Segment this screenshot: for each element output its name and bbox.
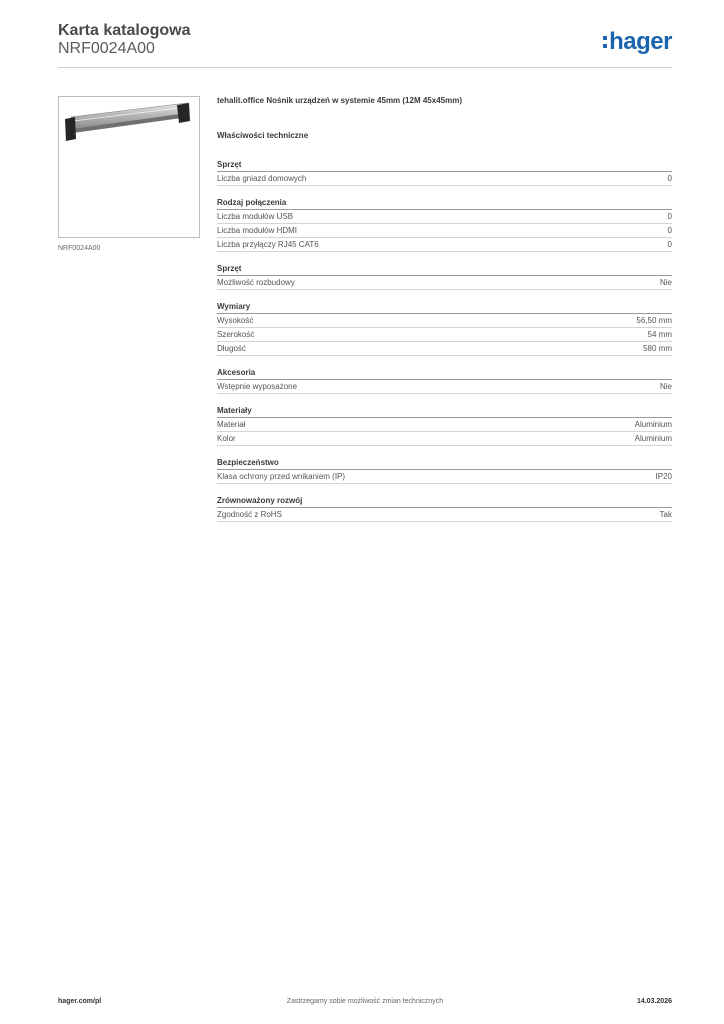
footer-notice: Zastrzegamy sobie możliwość zmian technicznych [286,998,444,1005]
logo-text: hager [609,28,672,55]
spec-value: IP20 [655,472,672,481]
section-title: Wymiary [217,300,672,314]
spec-value: Nie [659,278,672,287]
section-title: Bezpieczeństwo [217,456,672,470]
spec-section [217,196,672,252]
spec-value: 0 [667,174,672,183]
spec-row [217,432,672,446]
spec-label: Wysokość [217,316,254,325]
spec-value: 0 [667,212,672,221]
footer-website: hager.com/pl [58,998,102,1005]
spec-section [217,494,672,522]
spec-label: Wstępnie wyposażone [217,382,298,391]
spec-value: 54 mm [647,330,672,339]
spec-label: Kolor [217,434,236,443]
spec-row [217,314,672,328]
spec-row [217,210,672,224]
technical-properties-heading: Właściwości techniczne [217,131,309,140]
spec-row [217,418,672,432]
hager-logo [603,28,672,56]
footer-date: 14.03.2026 [636,998,672,1005]
spec-row [217,224,672,238]
page-footer [58,998,672,1010]
spec-value: 56,50 mm [636,316,672,325]
spec-label: Liczba modułów HDMI [217,226,298,235]
specifications [217,95,672,522]
product-rail-icon [59,97,199,237]
spec-row [217,276,672,290]
section-title: Sprzęt [217,158,672,172]
spec-label: Liczba przyłączy RJ45 CAT6 [217,240,319,249]
spec-sections [217,158,672,522]
spec-label: Liczba modułów USB [217,212,294,221]
spec-label: Materiał [217,420,246,429]
spec-section [217,158,672,186]
spec-section [217,262,672,290]
header-divider [58,67,672,68]
spec-section [217,366,672,394]
spec-value: Nie [659,382,672,391]
spec-label: Liczba gniazd domowych [217,174,307,183]
product-image [58,96,200,238]
section-title: Zrównoważony rozwój [217,494,672,508]
spec-label: Szerokość [217,330,255,339]
image-caption: NRF0024A00 [58,245,101,252]
section-title: Rodzaj połączenia [217,196,672,210]
spec-value: 580 mm [643,344,672,353]
spec-value: Aluminium [634,420,672,429]
product-code: NRF0024A00 [58,40,155,57]
document-title: Karta katalogowa [58,22,191,39]
spec-value: 0 [667,226,672,235]
spec-row [217,172,672,186]
spec-section [217,456,672,484]
spec-value: Aluminium [634,434,672,443]
spec-section [217,404,672,446]
section-title: Akcesoria [217,366,672,380]
spec-label: Długość [217,344,246,353]
logo-dots-icon [603,36,607,48]
spec-label: Zgodność z RoHS [217,510,282,519]
spec-row [217,342,672,356]
spec-row [217,328,672,342]
product-title: tehalit.office Nośnik urządzeń w systemie 45mm (12M 45x45mm) [217,96,462,105]
spec-label: Możliwość rozbudowy [217,278,295,287]
page-header [58,20,672,68]
spec-value: Tak [659,510,672,519]
spec-row [217,470,672,484]
spec-row [217,508,672,522]
spec-value: 0 [667,240,672,249]
spec-label: Klasa ochrony przed wnikaniem (IP) [217,472,346,481]
spec-section [217,300,672,356]
section-title: Sprzęt [217,262,672,276]
section-title: Materiały [217,404,672,418]
spec-row [217,380,672,394]
spec-row [217,238,672,252]
